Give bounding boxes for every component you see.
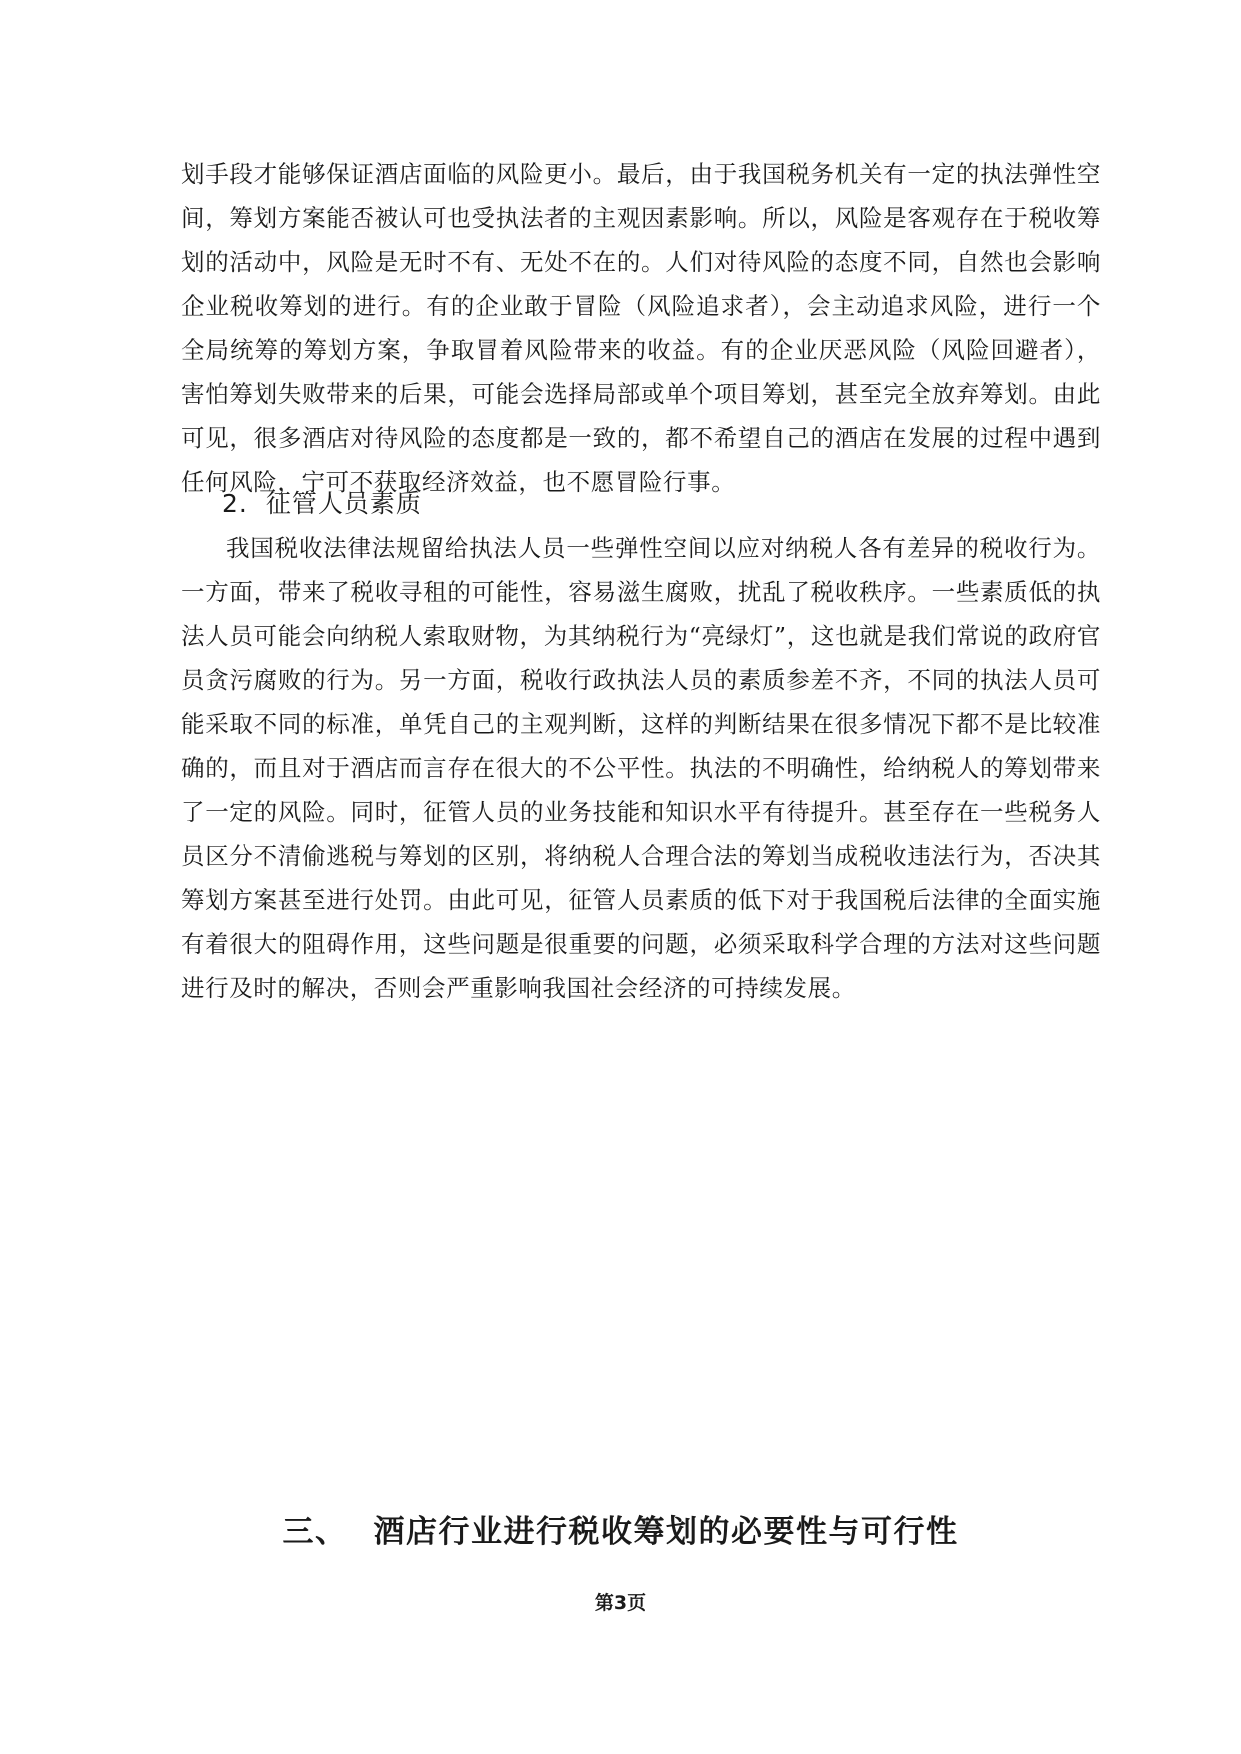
page-number: 第3页	[594, 1592, 647, 1614]
subsection-heading	[222, 482, 422, 526]
subsection-title: 征管人员素质	[265, 489, 422, 518]
section-number: 三、	[282, 1514, 348, 1550]
subsection-number: 2.	[222, 489, 248, 518]
body-paragraph: 我国税收法律法规留给执法人员一些弹性空间以应对纳税人各有差异的税收行为。一方面，带来了税收寻租的可能性，容易滋生腐败，扰乱了税收秩序。一些素质低的执法人员可能会向纳税人索取财物，为其纳税行为“亮绿灯”，这也就是我们常说的政府官员贪污腐败的行为。另一方面，税收行政执法人员的素质参差不齐，不同的执法人员可能采取不同的标准，单凭自己的主观判断，这样的判断结果在很多情况下都不是比较准确的，而且对于酒店而言存在很大的不公平性。执法的不明确性，给纳税人的筹划带来了一定的风险。同时，征管人员的业务技能和知识水平有待提升。甚至存在一些税务人员区分不清偷逃税与筹划的区别，将纳税人合理合法的筹划当成税收违法行为，否决其筹划方案甚至进行处罚。由此可见，征管人员素质的低下对于我国税后法律的全面实施有着很大的阻碍作用，这些问题是很重要的问题，必须采取科学合理的方法对这些问题进行及时的解决，否则会严重影响我国社会经济的可持续发展。	[181, 534, 1101, 1002]
section-title: 酒店行业进行税收筹划的必要性与可行性	[373, 1514, 959, 1550]
body-paragraph: 划手段才能够保证酒店面临的风险更小。最后，由于我国税务机关有一定的执法弹性空间，筹划方案能否被认可也受执法者的主观因素影响。所以，风险是客观存在于税收筹划的活动中，风险是无时不有、无处不在的。人们对待风险的态度不同，自然也会影响企业税收筹划的进行。有的企业敢于冒险（风险追求者），会主动追求风险，进行一个全局统筹的筹划方案，争取冒着风险带来的收益。有的企业厌恶风险（风险回避者），害怕筹划失败带来的后果，可能会选择局部或单个项目筹划，甚至完全放弃筹划。由此可见，很多酒店对待风险的态度都是一致的，都不希望自己的酒店在发展的过程中遇到任何风险，宁可不获取经济效益，也不愿冒险行事。	[181, 160, 1101, 496]
section-heading	[0, 1510, 1241, 1554]
